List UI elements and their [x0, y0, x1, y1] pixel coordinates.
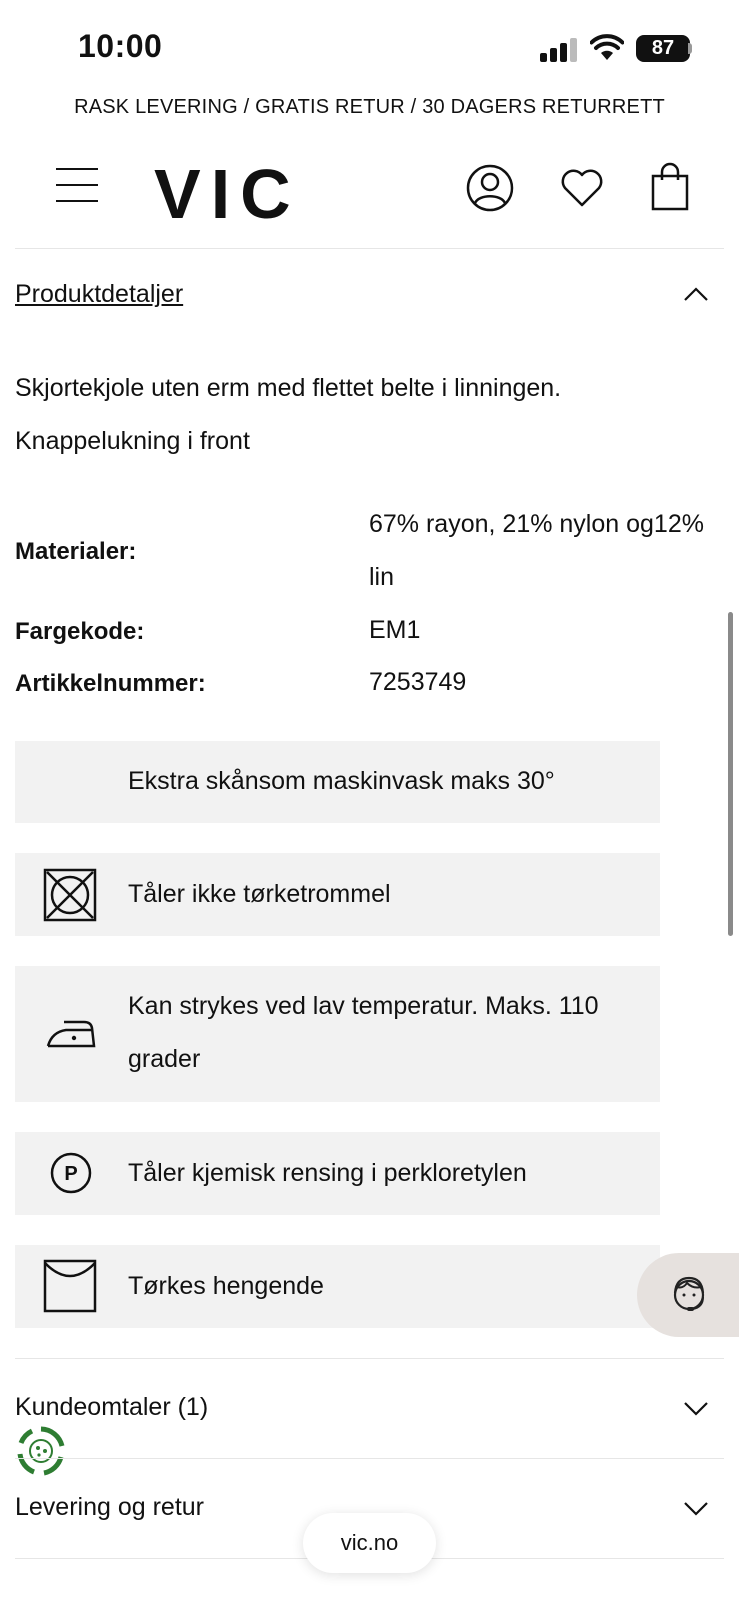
heart-icon[interactable] [560, 168, 604, 208]
spec-value-color-code: EM1 [369, 616, 421, 644]
care-item-wash [15, 741, 660, 823]
promo-banner: RASK LEVERING / GRATIS RETUR / 30 DAGERS RETURRETT [74, 96, 665, 118]
spec-label-article-number: Artikkelnummer: [15, 670, 206, 697]
browser-url-pill[interactable]: vic.no [303, 1513, 436, 1573]
eco-badge-icon[interactable] [14, 1424, 68, 1478]
spec-value-materials: 67% rayon, 21% nylon og12% lin [369, 510, 704, 591]
site-logo[interactable]: VIC [154, 155, 301, 233]
menu-icon[interactable] [56, 168, 100, 204]
care-text: Tåler kjemisk rensing i perkloretylen [128, 1159, 527, 1187]
site-header [0, 150, 739, 242]
chevron-up-icon [683, 286, 709, 302]
customer-service-button[interactable] [637, 1253, 739, 1337]
care-text: Tørkes hengende [128, 1272, 324, 1300]
care-text: Tåler ikke tørketrommel [128, 880, 391, 908]
spec-value-article-number: 7253749 [369, 668, 467, 696]
scrollbar[interactable] [728, 612, 733, 936]
svg-text:P: P [64, 1163, 78, 1185]
care-item-dry-clean [15, 1132, 660, 1215]
status-bar [0, 0, 739, 90]
iron-low-icon [46, 1018, 96, 1050]
care-text: Kan strykes ved lav temperatur. Maks. 110 grader [128, 992, 599, 1073]
wifi-icon [590, 34, 624, 62]
battery-indicator: 87 [636, 35, 690, 62]
care-item-no-tumble-dry [15, 853, 660, 936]
line-dry-icon [43, 1259, 97, 1313]
product-description-closure: Knappelukning i front [15, 427, 250, 455]
chevron-down-icon [683, 1401, 709, 1417]
section-divider [15, 1458, 724, 1459]
reviews-title: Kundeomtaler (1) [15, 1393, 209, 1421]
battery-tip [688, 43, 692, 54]
product-details-title: Produktdetaljer [15, 280, 184, 308]
product-description: Skjortekjole uten erm med flettet belte i linningen. [15, 374, 562, 402]
care-text: Ekstra skånsom maskinvask maks 30° [128, 767, 555, 795]
no-tumble-dry-icon [43, 868, 97, 922]
reviews-header[interactable] [15, 1393, 724, 1422]
account-icon[interactable] [466, 164, 514, 212]
signal-icon [540, 36, 578, 62]
chevron-down-icon [683, 1501, 709, 1517]
product-details-header[interactable] [15, 280, 724, 309]
dry-clean-p-icon [49, 1151, 93, 1195]
spec-label-materials: Materialer: [15, 538, 137, 565]
status-time: 10:00 [78, 28, 163, 64]
bag-icon[interactable] [650, 162, 690, 212]
support-agent-icon [667, 1273, 711, 1319]
delivery-title: Levering og retur [15, 1493, 205, 1521]
spec-label-color-code: Fargekode: [15, 618, 145, 645]
header-divider [15, 248, 724, 249]
section-divider [15, 1358, 724, 1359]
care-item-iron [15, 966, 660, 1102]
care-item-line-dry [15, 1245, 660, 1328]
